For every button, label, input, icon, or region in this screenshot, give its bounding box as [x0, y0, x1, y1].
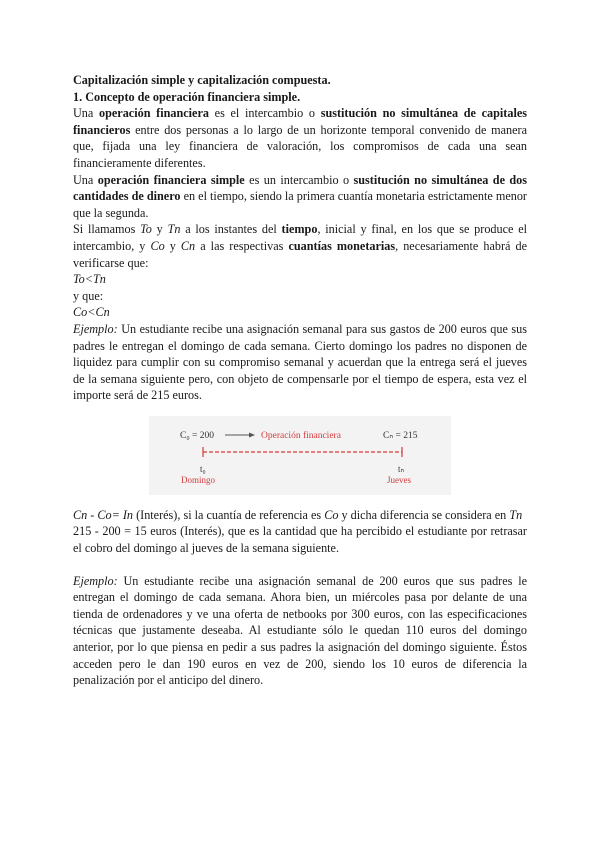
- bold-term: operación financiera simple: [97, 172, 245, 187]
- italic-formula: Cn - Co= In: [73, 507, 134, 522]
- paragraph-simple-operation: [73, 172, 527, 222]
- text-run: Una: [73, 172, 98, 187]
- text-run: Un estudiante recibe una asignación semanal para sus gastos de 200 euros que sus padres le entregan el domingo de cada semana. Cierto domingo los padres no disponen de liquidez para cumplir con su compromiso semanal y acuerdan que la entrega será el jueves de la semana siguiente pero, con objeto de compensarle por el tiempo de espera, esta vez el importe será de 215 euros.: [73, 321, 527, 403]
- bold-term: sustitución no simultánea de dos cantidades de dinero: [73, 172, 528, 204]
- text-run: Si llamamos: [73, 222, 141, 237]
- document-title: Capitalización simple y capitalización compuesta.: [73, 73, 331, 87]
- text-run: y: [151, 222, 168, 237]
- text-run: Una: [73, 106, 100, 121]
- t0-label: t₀: [200, 463, 206, 474]
- timeline-figure: [149, 416, 451, 495]
- section-heading: 1. Concepto de operación financiera simple.: [73, 89, 301, 104]
- cn-label: Cₙ = 215: [383, 430, 418, 441]
- text-run: Un estudiante recibe una asignación semanal de 200 euros que sus padres le entregan el domingo de cada semana. Ahora bien, un miércoles pasa por delante de una tienda de ordenadores y ve una oferta de netbooks por 300 euros, con las especificaciones técnicas que justamente deseaba. Al estudiante sólo le quedan 110 euros del domingo anterior, por lo que piensa en pedir a sus padres la asignación del domingo siguiente. Éstos acceden pero le dan 190 euros en vez de 200, siendo los 10 euros de diferencia la penalización por el anticipo del dinero.: [73, 573, 527, 688]
- example-label: Ejemplo:: [73, 573, 118, 588]
- tn-label: tₙ: [398, 463, 405, 474]
- condition-time: To<Tn: [73, 272, 106, 287]
- timeline-diagram: [149, 416, 451, 495]
- connector-text: y que:: [73, 288, 104, 303]
- text-run: entre dos personas a lo largo de un horizonte temporal convenido de manera que, fijada una ley financiera de valoración, los compromisos de cada una sean financieramente diferentes.: [73, 122, 527, 170]
- example-paragraph-2: [73, 573, 527, 689]
- italic-symbol: Co: [324, 507, 339, 522]
- text-run: es el intercambio o: [208, 106, 321, 121]
- figure-container: [73, 416, 527, 495]
- example-label: Ejemplo:: [73, 321, 118, 336]
- example-paragraph-1: [73, 321, 527, 404]
- spacer: [73, 557, 527, 573]
- day-end-label: Jueves: [387, 474, 411, 485]
- text-run: es un intercambio o: [244, 172, 354, 187]
- day-start-label: Domingo: [181, 474, 216, 485]
- paragraph-calculation: 215 - 200 = 15 euros (Interés), que es la cantidad que ha percibido el estudiante por retrasar el cobro del domingo al jueves de la semana siguiente.: [73, 524, 527, 556]
- bold-term: operación financiera: [99, 106, 209, 121]
- text-run: , necesariamente habrá de verificarse que:: [73, 238, 528, 270]
- italic-symbol: Co: [150, 238, 165, 253]
- c0-label: C₀ = 200: [180, 430, 215, 441]
- text-run: a las respectivas: [195, 238, 289, 253]
- bold-term: cuantías monetarias: [288, 238, 396, 253]
- text-run: , inicial y final, en los que se produce el intercambio, y: [73, 222, 528, 253]
- condition-amount: Co<Cn: [73, 305, 110, 320]
- paragraph-definition: [73, 105, 527, 171]
- italic-symbol: Tn: [509, 507, 523, 522]
- text-run: en el tiempo, siendo la primera cuantía monetaria estrictamente menor que la segunda.: [73, 189, 527, 220]
- operation-label: Operación financiera: [261, 430, 341, 441]
- paragraph-interest: [73, 507, 527, 524]
- paragraph-notation: [73, 221, 527, 271]
- text-run: y: [164, 238, 181, 253]
- text-run: (Interés), si la cuantía de referencia es: [133, 507, 325, 522]
- italic-symbol: Cn: [180, 238, 196, 253]
- italic-symbol: To: [140, 222, 152, 237]
- italic-symbol: Tn: [167, 222, 181, 237]
- document-page: [73, 72, 527, 689]
- bold-term: sustitución no simultánea de capitales financieros: [73, 106, 527, 137]
- bold-term: tiempo: [281, 222, 318, 237]
- text-run: a los instantes del: [180, 222, 282, 237]
- text-run: y dicha diferencia se considera en: [338, 507, 510, 522]
